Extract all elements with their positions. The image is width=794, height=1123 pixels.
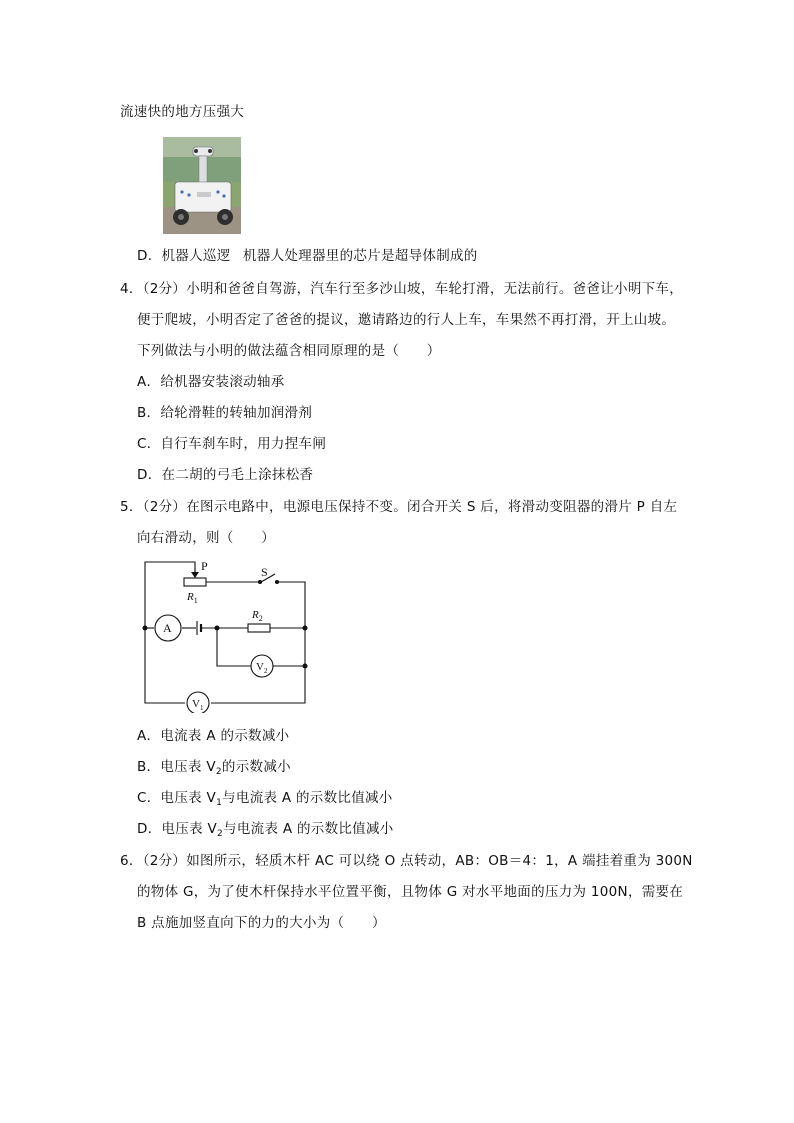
q5-option-c bbox=[137, 789, 393, 812]
q6-stem-line-3: B 点施加竖直向下的力的大小为（ ） bbox=[137, 915, 386, 931]
q3-option-d-text: 机器人处理器里的芯片是超导体制成的 bbox=[243, 248, 478, 264]
label-r1-sub: 1 bbox=[193, 596, 198, 605]
junction-v2-right bbox=[303, 664, 307, 668]
rheostat-r1 bbox=[184, 578, 206, 586]
label-r2 bbox=[251, 609, 263, 623]
circuit-diagram bbox=[140, 558, 315, 713]
label-r1 bbox=[186, 591, 198, 605]
q5-option-c-sub: 1 bbox=[216, 798, 223, 808]
q5-option-b bbox=[137, 758, 291, 781]
label-r1-main: R bbox=[187, 591, 194, 603]
robot-patrol-photo bbox=[163, 137, 241, 234]
q3-continued-text: 流速快的地方压强大 bbox=[120, 104, 245, 120]
left-bottom-wire bbox=[145, 628, 185, 703]
label-v1 bbox=[192, 698, 204, 712]
q4-stem-line-3: 下列做法与小明的做法蕴含相同原理的是（ ） bbox=[137, 343, 441, 359]
q6-stem-line-1: 6．（2分）如图所示，轻质木杆 AC 可以绕 O 点转动，AB：OB＝4：1，A 端挂着重为 300N bbox=[120, 853, 693, 869]
q4-option-c: C．自行车刹车时，用力捏车闸 bbox=[137, 436, 327, 452]
q4-stem-line-1: 4．（2分）小明和爸爸自驾游，汽车行至多沙山坡，车轮打滑，无法前行。爸爸让小明下车， bbox=[120, 281, 684, 297]
label-v1-main: V bbox=[192, 698, 200, 710]
robot-illustration bbox=[163, 137, 241, 234]
label-s: S bbox=[261, 565, 268, 579]
q5-stem-line-1: 5．（2分）在图示电路中，电源电压保持不变。闭合开关 S 后，将滑动变阻器的滑片 P 自左 bbox=[120, 499, 678, 515]
q5-option-b-sub: 2 bbox=[215, 767, 222, 777]
q5-option-d bbox=[137, 820, 394, 843]
label-r2-main: R bbox=[252, 609, 259, 621]
resistor-r2 bbox=[248, 624, 270, 632]
q3-option-d-label: D． bbox=[137, 248, 162, 264]
v2-left-wire bbox=[217, 628, 251, 666]
q4-option-b: B．给轮滑鞋的转轴加润滑剂 bbox=[137, 405, 313, 421]
label-v2 bbox=[256, 661, 268, 675]
q3-option-d-caption: 机器人巡逻 bbox=[161, 248, 231, 264]
q5-option-a: A．电流表 A 的示数减小 bbox=[137, 728, 290, 744]
label-v1-sub: 1 bbox=[199, 704, 204, 712]
q5-option-d-post: 与电流表 A 的示数比值减小 bbox=[223, 821, 394, 837]
switch-right-wire bbox=[278, 582, 305, 628]
q5-stem-line-2: 向右滑动，则（ ） bbox=[137, 530, 275, 546]
junction-right bbox=[303, 626, 307, 630]
q6-stem-line-2: 的物体 G，为了使木杆保持水平位置平衡，且物体 G 对水平地面的压力为 100N，需要在 bbox=[137, 884, 684, 900]
q4-option-d: D．在二胡的弓毛上涂抹松香 bbox=[137, 467, 314, 483]
label-p: P bbox=[201, 559, 208, 573]
label-v2-sub: 2 bbox=[263, 667, 268, 675]
label-r2-sub: 2 bbox=[258, 614, 263, 623]
q4-option-a: A．给机器安装滚动轴承 bbox=[137, 374, 285, 390]
q5-option-c-post: 与电流表 A 的示数比值减小 bbox=[222, 790, 393, 806]
label-ammeter: A bbox=[163, 621, 172, 635]
q5-option-d-sub: 2 bbox=[217, 829, 224, 839]
slider-arrowhead bbox=[191, 572, 199, 578]
label-v2-main: V bbox=[256, 661, 264, 673]
q5-option-b-pre: B．电压表 V bbox=[137, 759, 216, 775]
q5-option-b-post: 的示数减小 bbox=[221, 759, 291, 775]
q4-stem-line-2: 便于爬坡，小明否定了爸爸的提议，邀请路边的行人上车，车果然不再打滑，开上山坡。 bbox=[137, 312, 676, 328]
q5-option-d-pre: D．电压表 V bbox=[137, 821, 218, 837]
q5-option-c-pre: C．电压表 V bbox=[137, 790, 217, 806]
